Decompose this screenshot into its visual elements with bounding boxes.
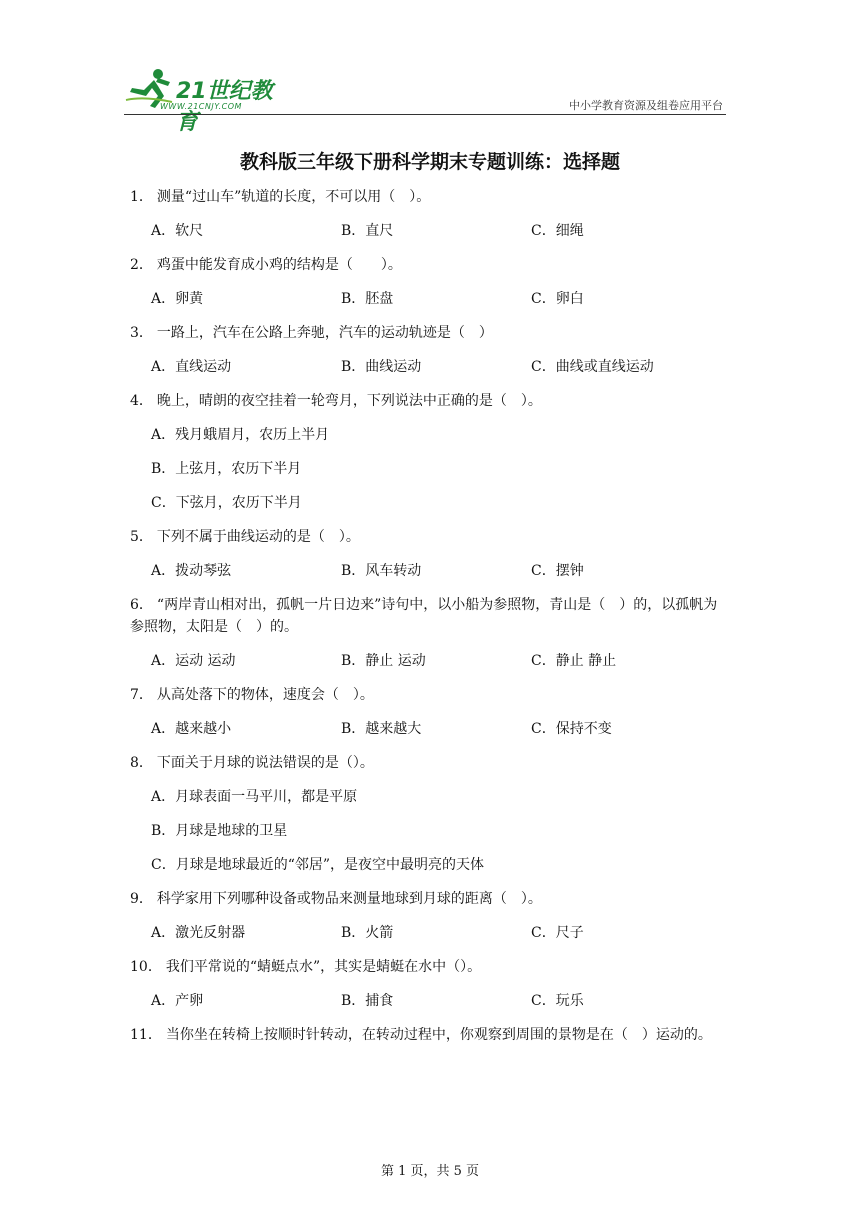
option-a[interactable]: A．卵黄	[151, 291, 204, 307]
option-b[interactable]: B．火箭	[341, 925, 394, 941]
page-title: 教科版三年级下册科学期末专题训练：选择题	[239, 151, 620, 173]
logo-url: WWW.21CNJY.COM	[160, 102, 242, 111]
question-number: 8．	[130, 755, 153, 771]
option-b[interactable]: B．月球是地球的卫星	[151, 823, 288, 839]
option-b[interactable]: B．捕食	[341, 993, 394, 1009]
option-b[interactable]: B．胚盘	[341, 291, 394, 307]
options-row	[130, 718, 730, 740]
page-header	[0, 0, 860, 135]
option-a[interactable]: A．软尺	[151, 223, 204, 239]
option-a[interactable]: A．月球表面一马平川，都是平原	[151, 789, 358, 805]
question-number: 11．	[130, 1027, 162, 1043]
question-11	[130, 1024, 730, 1046]
question-text: 下面关于月球的说法错误的是（）。	[156, 755, 374, 771]
option-b[interactable]: B．静止 运动	[341, 653, 426, 669]
question-text: 科学家用下列哪种设备或物品来测量地球到月球的距离（ ）。	[156, 891, 542, 907]
question-number: 9．	[130, 891, 153, 907]
question-5	[130, 526, 730, 548]
option-a[interactable]: A．拨动琴弦	[151, 563, 232, 579]
option-b[interactable]: B．曲线运动	[341, 359, 422, 375]
question-list	[130, 186, 730, 1058]
question-text: 下列不属于曲线运动的是（ ）。	[156, 529, 360, 545]
brand-logo	[124, 66, 294, 135]
option-c[interactable]: C．下弦月，农历下半月	[151, 495, 302, 511]
question-3	[130, 322, 730, 344]
options-row	[130, 922, 730, 944]
question-6	[130, 594, 730, 638]
option-c[interactable]: C．摆钟	[531, 563, 584, 579]
option-c[interactable]: C．卵白	[531, 291, 584, 307]
option-b[interactable]: B．风车转动	[341, 563, 422, 579]
options-row	[130, 220, 730, 242]
question-2	[130, 254, 730, 276]
option-a[interactable]: A．越来越小	[151, 721, 232, 737]
question-8	[130, 752, 730, 774]
question-number: 6．	[130, 597, 153, 613]
question-text: 鸡蛋中能发育成小鸡的结构是（ ）。	[156, 257, 402, 273]
option-c[interactable]: C．曲线或直线运动	[531, 359, 654, 375]
option-a[interactable]: A．产卵	[151, 993, 204, 1009]
header-divider	[124, 114, 726, 115]
option-b[interactable]: B．上弦月，农历下半月	[151, 461, 302, 477]
options-row	[130, 560, 730, 582]
option-c[interactable]: C．保持不变	[531, 721, 612, 737]
question-9	[130, 888, 730, 910]
option-c[interactable]: C．静止 静止	[531, 653, 617, 669]
question-10	[130, 956, 730, 978]
question-7	[130, 684, 730, 706]
question-number: 7．	[130, 687, 153, 703]
options-row	[130, 650, 730, 672]
question-number: 10．	[130, 959, 162, 975]
question-number: 5．	[130, 529, 153, 545]
question-number: 3．	[130, 325, 153, 341]
option-c[interactable]: C．月球是地球最近的“邻居”，是夜空中最明亮的天体	[151, 857, 485, 873]
option-a[interactable]: A．直线运动	[151, 359, 232, 375]
question-number: 1．	[130, 189, 153, 205]
option-c[interactable]: C．尺子	[531, 925, 584, 941]
question-4	[130, 390, 730, 412]
question-1	[130, 186, 730, 208]
question-number: 4．	[130, 393, 153, 409]
option-a[interactable]: A．激光反射器	[151, 925, 246, 941]
options-row	[130, 288, 730, 310]
question-text: 测量“过山车”轨道的长度，不可以用（ ）。	[156, 189, 431, 205]
options-row	[130, 990, 730, 1012]
option-a[interactable]: A．残月蛾眉月，农历上半月	[151, 427, 330, 443]
option-c[interactable]: C．玩乐	[531, 993, 584, 1009]
options-row	[130, 356, 730, 378]
logo-text: 21世纪教育	[176, 79, 273, 135]
option-b[interactable]: B．直尺	[341, 223, 394, 239]
platform-tagline: 中小学教育资源及组卷应用平台	[569, 99, 723, 112]
question-text: “两岸青山相对出，孤帆一片日边来”诗句中，以小船为参照物，青山是（ ）的，以孤帆为参照物，太阳是（ ）的。	[130, 597, 718, 635]
page-footer: 第 1 页，共 5 页	[380, 1164, 480, 1179]
question-text: 从高处落下的物体，速度会（ ）。	[156, 687, 374, 703]
option-b[interactable]: B．越来越大	[341, 721, 422, 737]
option-c[interactable]: C．细绳	[531, 223, 584, 239]
option-a[interactable]: A．运动 运动	[151, 653, 236, 669]
question-text: 我们平常说的“蜻蜓点水”，其实是蜻蜓在水中（）。	[165, 959, 482, 975]
question-text: 晚上，晴朗的夜空挂着一轮弯月，下列说法中正确的是（ ）。	[156, 393, 542, 409]
question-text: 一路上，汽车在公路上奔驰，汽车的运动轨迹是（ ）	[156, 325, 493, 341]
question-number: 2．	[130, 257, 153, 273]
question-text: 当你坐在转椅上按顺时针转动，在转动过程中，你观察到周围的景物是在（ ）运动的。	[165, 1027, 712, 1043]
